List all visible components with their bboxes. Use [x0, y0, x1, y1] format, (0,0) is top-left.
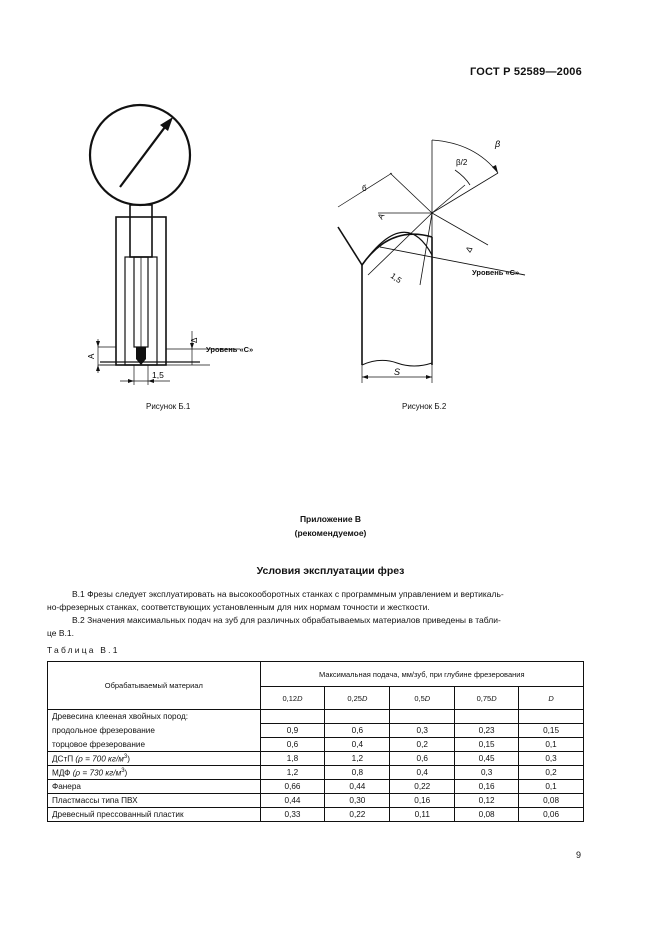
appendix-subtitle: (рекомендуемое): [294, 528, 367, 538]
dial-needle: [120, 123, 168, 187]
row-name: торцовое фрезерование: [48, 738, 261, 752]
b2-label-a: A: [375, 211, 387, 221]
cell: 0,4: [390, 766, 455, 780]
b2-label-beta: β: [495, 139, 501, 149]
row-name: Древесный прессованный пластик: [48, 808, 261, 822]
cell: 0,2: [519, 766, 584, 780]
cell: 0,3: [519, 752, 584, 766]
table-row: [48, 808, 584, 822]
cell: 0,12: [455, 794, 519, 808]
b1-label-level: Уровень «С»: [206, 345, 254, 354]
figure-b2-caption: Рисунок Б.2: [402, 402, 447, 411]
cell: 1,2: [260, 766, 325, 780]
table-row: [48, 710, 584, 724]
header-depth: D: [519, 687, 584, 710]
cell: 0,22: [325, 808, 390, 822]
cell: 0,1: [519, 780, 584, 794]
row-name: Пластмассы типа ПВХ: [48, 794, 261, 808]
cell: 0,08: [519, 794, 584, 808]
dial-gauge-circle: [90, 105, 190, 205]
row-name: МДФ (ρ = 730 $кг/м^3$): [48, 766, 261, 780]
table-header-row: [48, 662, 584, 687]
feed-rate-table: [47, 661, 584, 822]
table-row: [48, 780, 584, 794]
cell: 0,08: [455, 808, 519, 822]
table-label: Таблица В.1: [47, 645, 120, 655]
cell: 0,15: [455, 738, 519, 752]
paragraph-b1-line1: В.1 Фрезы следует эксплуатировать на высокооборотных станках с программным управлением и вертикаль-: [72, 589, 504, 599]
cell: 0,2: [390, 738, 455, 752]
cell: 0,6: [390, 752, 455, 766]
cell: 0,22: [390, 780, 455, 794]
figure-b1-caption: Рисунок Б.1: [146, 402, 191, 411]
b2-label-delta: Δ: [463, 244, 475, 254]
page-number: 9: [576, 850, 582, 860]
b2-label-beta-half: β/2: [456, 158, 468, 167]
cell: 0,06: [519, 808, 584, 822]
cell: 0,15: [519, 724, 584, 738]
appendix-title: Приложение В: [299, 514, 362, 524]
cell: 0,16: [390, 794, 455, 808]
header-depth: 0,5D: [390, 687, 455, 710]
cell: 0,8: [325, 766, 390, 780]
row-name: Фанера: [48, 780, 261, 794]
cell: 0,30: [325, 794, 390, 808]
header-material: Обрабатываемый материал: [48, 662, 261, 710]
cell: 0,33: [260, 808, 325, 822]
table-row: [48, 794, 584, 808]
cell: 0,44: [260, 794, 325, 808]
cell: 0,66: [260, 780, 325, 794]
b2-label-s: S: [394, 367, 401, 377]
header-depth: 0,75D: [455, 687, 519, 710]
b1-label-dim: 1,5: [152, 370, 164, 380]
dial-needle-arrowhead: [160, 117, 173, 131]
cell: 1,2: [325, 752, 390, 766]
cell: 0,11: [390, 808, 455, 822]
b2-label-b: б: [362, 184, 367, 193]
group-row-label: Древесина клееная хвойных пород:: [48, 710, 261, 724]
cell: 0,44: [325, 780, 390, 794]
cell: 0,3: [390, 724, 455, 738]
cell: 0,23: [455, 724, 519, 738]
cell: 0,45: [455, 752, 519, 766]
cell: 0,16: [455, 780, 519, 794]
cell: 0,1: [519, 738, 584, 752]
section-title: Условия эксплуатации фрез: [256, 565, 405, 577]
table-row: [48, 766, 584, 780]
b1-label-a: A: [87, 353, 96, 359]
paragraph-b2-line2: це В.1.: [47, 628, 74, 638]
b1-label-delta: Δ: [190, 337, 199, 343]
cell: 0,6: [325, 724, 390, 738]
cell: 0,4: [325, 738, 390, 752]
header-group: Максимальная подача, мм/зуб, при глубине фрезерования: [260, 662, 583, 687]
cell: 0,9: [260, 724, 325, 738]
document-id: ГОСТ Р 52589—2006: [470, 66, 582, 78]
table-row: [48, 752, 584, 766]
table-row: [48, 724, 584, 738]
cell: 1,8: [260, 752, 325, 766]
cell: 0,3: [455, 766, 519, 780]
cell: 0,6: [260, 738, 325, 752]
figure-b2-drawing: [320, 125, 535, 390]
paragraph-b2-line1: В.2 Значения максимальных подач на зуб для различных обрабатываемых материалов приведены в табли-: [72, 615, 501, 625]
row-name: продольное фрезерование: [48, 724, 261, 738]
header-depth: 0,25D: [325, 687, 390, 710]
b2-label-dim: 1,5: [388, 271, 404, 286]
header-depth: 0,12D: [260, 687, 325, 710]
table-row: [48, 738, 584, 752]
b2-label-level: Уровень «С»: [472, 268, 520, 277]
row-name: ДСтП (ρ = 700 $кг/м^3$): [48, 752, 261, 766]
paragraph-b1-line2: но-фрезерных станках, соответствующих установленным для них нормам точности и жесткости.: [47, 602, 430, 612]
